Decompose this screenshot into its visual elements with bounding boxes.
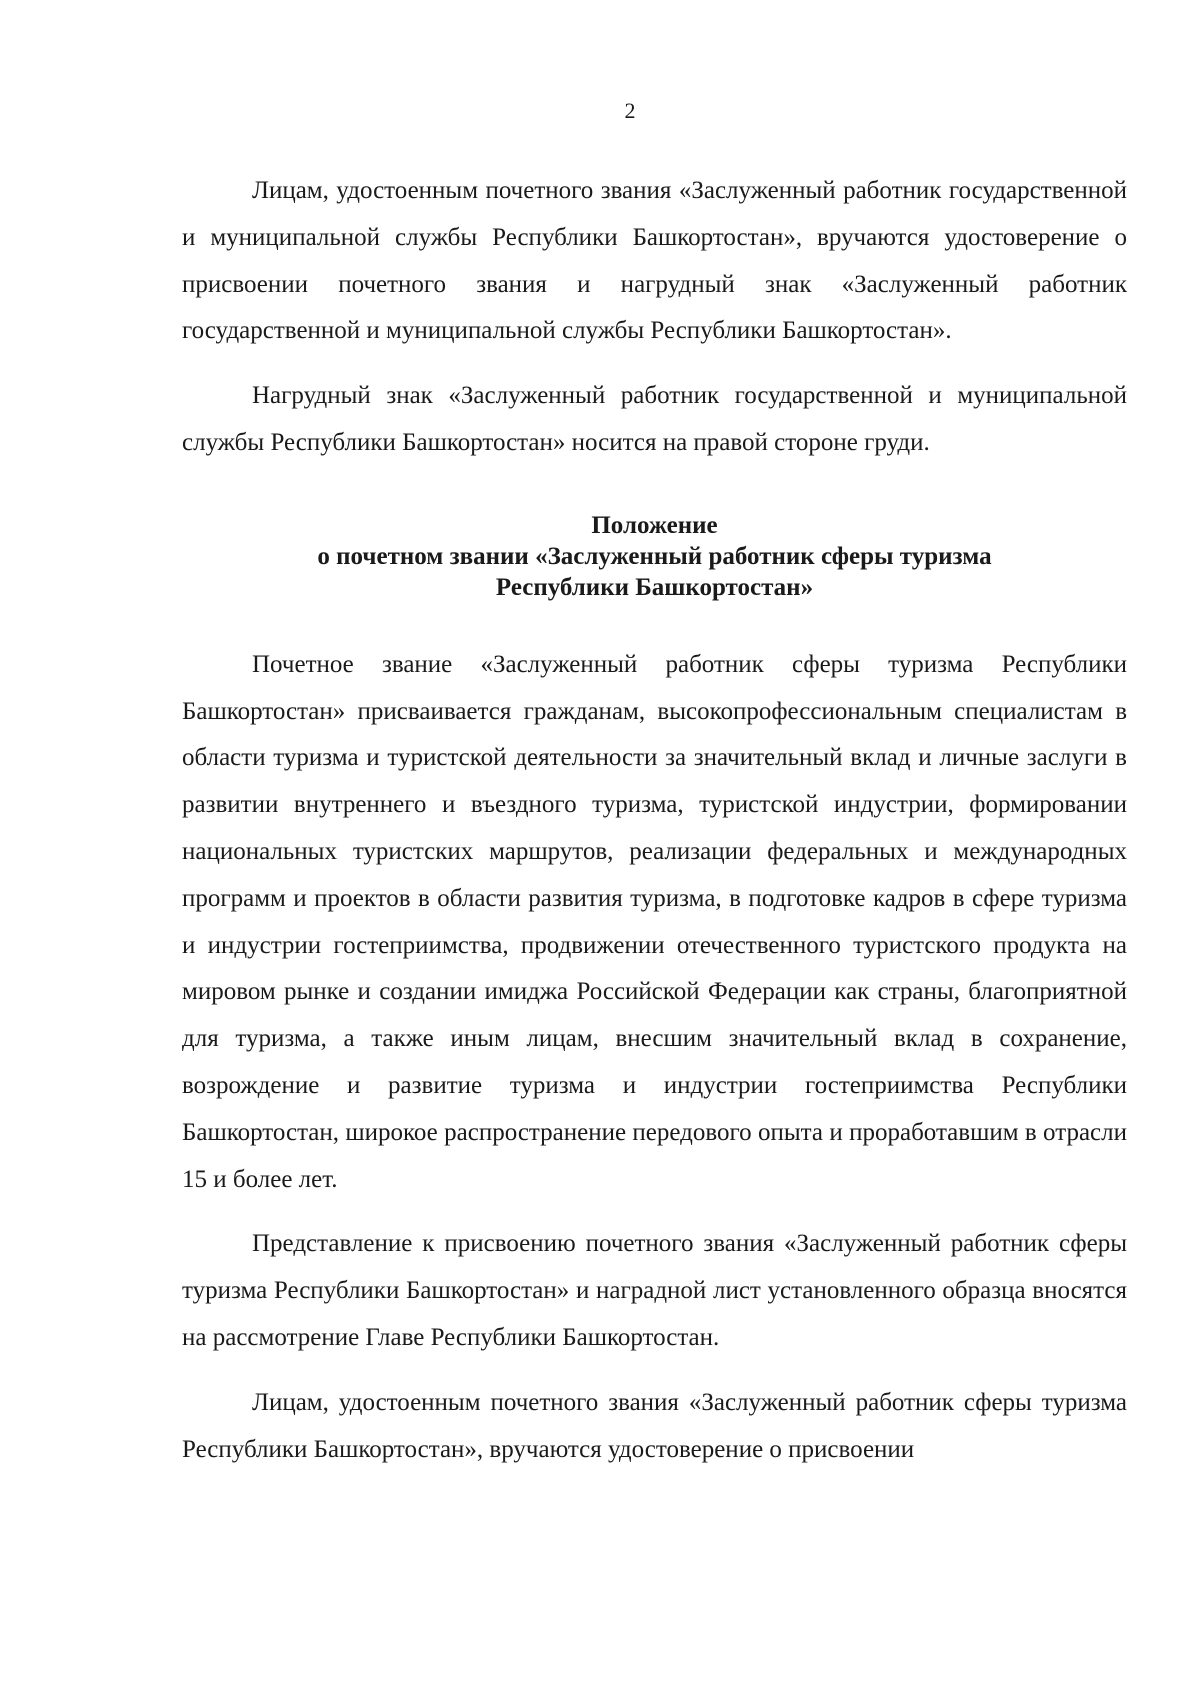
paragraph-certificate-handover: Лицам, удостоенным почетного звания «Заслуженный работник сферы туризма Республики Башкортостан», вручаются удостоверение о присвоении	[182, 1388, 1127, 1463]
heading-line-3: Республики Башкортостан»	[495, 573, 814, 601]
document-body	[182, 168, 1127, 1473]
heading-line-2: о почетном звании «Заслуженный работник сферы туризма	[317, 542, 992, 570]
page-number: 2	[624, 98, 636, 123]
heading-line-1: Положение	[591, 511, 718, 539]
paragraph-award-handover: Лицам, удостоенным почетного звания «Заслуженный работник государственной и муниципальной службы Республики Башкортостан», вручаются удостоверение о присвоении почетного звания и нагрудный знак «Заслуженный работник государственной и муниципальной службы Республики Башкортостан».	[182, 177, 1127, 345]
paragraph-title-criteria: Почетное звание «Заслуженный работник сферы туризма Республики Башкортостан» присваивается гражданам, высокопрофессиональным специалистам в области туризма и туристской деятельности за значительный вклад и личные заслуги в развитии внутреннего и въездного туризма, туристской индустрии, формировании национальных туристских маршрутов, реализации федеральных и международных программ и проектов в области развития туризма, в подготовке кадров в сфере туризма и индустрии гостеприимства, продвижении отечественного туристского продукта на мировом рынке и создании имиджа Российской Федерации как страны, благоприятной для туризма, а также иным лицам, внесшим значительный вклад в сохранение, возрождение и развитие туризма и индустрии гостеприимства Республики Башкортостан, широкое распространение передового опыта и проработавшим в отрасли 15 и более лет.	[182, 650, 1127, 1193]
section-heading	[182, 510, 1127, 603]
paragraph-badge-wearing: Нагрудный знак «Заслуженный работник государственной и муниципальной службы Республики Башкортостан» носится на правой стороне груди.	[182, 382, 1127, 456]
paragraph-nomination-submission: Представление к присвоению почетного звания «Заслуженный работник сферы туризма Республики Башкортостан» и наградной лист установленного образца вносятся на рассмотрение Главе Республики Башкортостан.	[182, 1230, 1127, 1351]
